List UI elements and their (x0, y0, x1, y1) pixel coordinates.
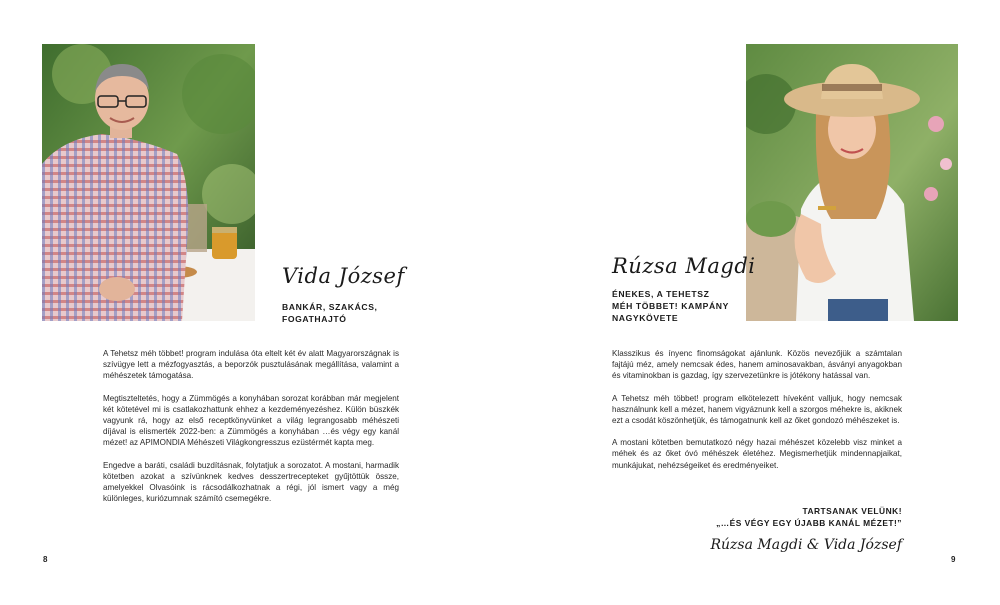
body-text-right (612, 348, 902, 482)
page-number-left: 8 (43, 555, 48, 564)
portrait-photo-man (42, 44, 255, 321)
closing-line: „…ÉS VÉGY EGY ÚJABB KANÁL MÉZET!” (716, 517, 902, 528)
portrait-photo-woman (746, 44, 958, 321)
body-text-left (103, 348, 399, 515)
page-number-right: 9 (951, 555, 956, 564)
paragraph: A Tehetsz méh többet! program elkötelezett híveként valljuk, hogy nemcsak használnunk kell a mézet, hanem vigyáznunk kell a szorgos méhekre is, akiknek ezt a csodát köszönhetjük, és támogatnunk kell az őket gondozó méhészeket is. (612, 393, 902, 426)
closing-line: TARTSANAK VELÜNK! (802, 506, 902, 516)
role-line: ÉNEKES, A TEHETSZ (612, 289, 710, 299)
signature-ruzsa-magdi: Rúzsa Magdi (612, 254, 756, 278)
role-title-left (282, 301, 412, 325)
closing-lines (716, 506, 902, 529)
role-line: BANKÁR, SZAKÁCS, (282, 302, 378, 312)
paragraph: A mostani kötetben bemutatkozó négy hazai méhészet közelebb visz minket a méhek és az őket óvó méhészek életéhez. Megismerhetjük mindennapjaikat, munkájukat, nehézségeiket és eredményeiket. (612, 438, 902, 470)
role-title-right (612, 288, 742, 324)
paragraph: Klasszikus és ínyenc finomságokat ajánlunk. Közös nevezőjük a számtalan fajtájú méz, amely nemcsak édes, hanem aminosavakban, ásványi anyagokban és vitaminokban is gazdag, így szervezetünkre is jótékony hatással van. (612, 349, 902, 381)
paragraph: Megtiszteltetés, hogy a Zümmögés a konyhában sorozat korábban már megjelent két kötetével mi is csatlakozhattunk ehhez a kezdeményezéshez. Külön büszkék vagyunk rá, hogy az első receptkönyvünket a világ legrangosabb méhészeti díjával is elismerték 2022-ben: a Zümmögés a konyhában …és végy egy kanál mézet! az APIMONDIA Méhészeti Világkongresszus ezüstérmét kapta meg. (103, 393, 399, 448)
signature-vida-jozsef: Vida József (282, 264, 405, 288)
paragraph: A Tehetsz méh többet! program indulása óta eltelt két év alatt Magyarországnak is szívügye lett a mézfogyasztás, a beporzók pusztulásának megállítása, valamint a méhészetek támogatása. (103, 349, 399, 381)
role-line: FOGATHAJTÓ (282, 314, 347, 324)
sign-off-signatures: Rúzsa Magdi & Vida József (710, 537, 902, 553)
role-line: MÉH TÖBBET! KAMPÁNY (612, 301, 729, 311)
paragraph: Engedve a baráti, családi buzdításnak, folytatjuk a sorozatot. A mostani, harmadik kötetben azokat a szívünknek kedves desszertrecepteket gyűjtöttük össze, amelyekkel Olvasóink is rácsodálkozhatnak a régi, jól ismert vagy a még különleges, kuriózumnak számító csemegékre. (103, 460, 399, 504)
role-line: NAGYKÖVETE (612, 313, 679, 323)
right-page (500, 0, 1000, 605)
